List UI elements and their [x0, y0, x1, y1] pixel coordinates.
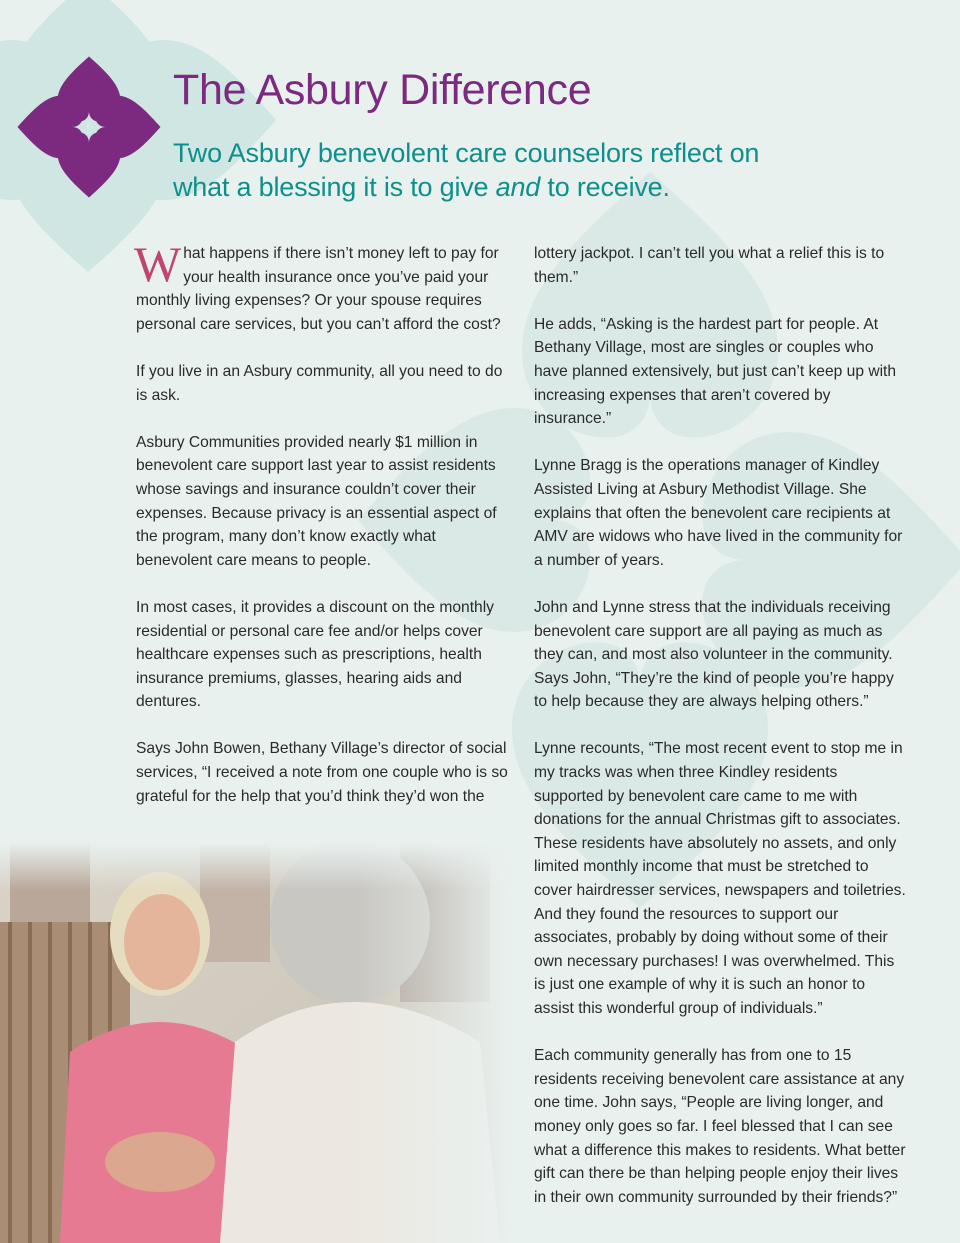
left-column: [134, 236, 508, 832]
paragraph: Lynne Bragg is the operations manager of Kindley Assisted Living at Asbury Methodist Village. She explains that often the benevolent care recipients at AMV are widows who have lived in the community for a number of years.: [534, 457, 903, 569]
subtitle-emphasis: and: [495, 172, 541, 202]
drop-cap: W: [134, 236, 182, 292]
subtitle-text-start: Two Asbury benevolent care counselors reflect on what a blessing it is to give: [173, 138, 760, 202]
paragraph: Lynne recounts, “The most recent event to stop me in my tracks was when three Kindley residents supported by benevolent care came to me with donations for the annual Christmas gift to associates. These residents have absolutely no assets, and only limited monthly income that must be stretched to cover hairdresser services, newspapers and toiletries. And they found the resources to support our associates, probably by doing without some of their own necessary purchases! I was overwhelmed. This is just one example of why it is such an honor to assist this wonderful group of individuals.”: [534, 740, 906, 1017]
paragraph: Says John Bowen, Bethany Village’s director of social services, “I received a note from one couple who is so grateful for the help that you’d think they’d won the: [136, 740, 508, 805]
paragraph: [134, 236, 508, 336]
paragraph: In most cases, it provides a discount on the monthly residential or personal care fee and/or helps cover healthcare expenses such as prescriptions, health insurance premiums, glasses, hearing aids and dentures.: [136, 598, 494, 711]
paragraph-text: hat happens if there isn’t money left to pay for your health insurance once you’ve paid your monthly living expenses? Or your spouse requires personal care services, but you can’t afford the cost?: [136, 245, 501, 333]
article-title: The Asbury Difference: [173, 66, 592, 114]
paragraph: He adds, “Asking is the hardest part for people. At Bethany Village, most are singles or couples who have planned extensively, but just can’t keep up with increasing expenses that aren’t covered by insurance.”: [534, 315, 897, 428]
paragraph: lottery jackpot. I can’t tell you what a relief this is to them.”: [534, 245, 885, 286]
article-subtitle: [173, 136, 813, 204]
right-column: [534, 242, 906, 1233]
subtitle-text-end: to receive.: [540, 172, 670, 202]
paragraph: Each community generally has from one to 15 residents receiving benevolent care assistance at any one time. John says, “People are living longer, and money only goes so far. I feel blessed that I can see what a difference this makes to residents. What better gift can there be than helping people enjoy their lives in their own community surrounded by their friends?”: [534, 1047, 906, 1206]
photo-caregiver-and-resident: [0, 842, 512, 1243]
paragraph: Asbury Communities provided nearly $1 million in benevolent care support last year to assist residents whose savings and insurance couldn’t cover their expenses. Because privacy is an essential aspect of the program, many don’t know exactly what benevolent care means to people.: [136, 433, 497, 569]
paragraph: John and Lynne stress that the individuals receiving benevolent care support are all paying as much as they can, and most also volunteer in the community. Says John, “They’re the kind of people you’re happy to help because they are always helping others.”: [534, 598, 894, 711]
paragraph: If you live in an Asbury community, all you need to do is ask.: [136, 362, 503, 404]
